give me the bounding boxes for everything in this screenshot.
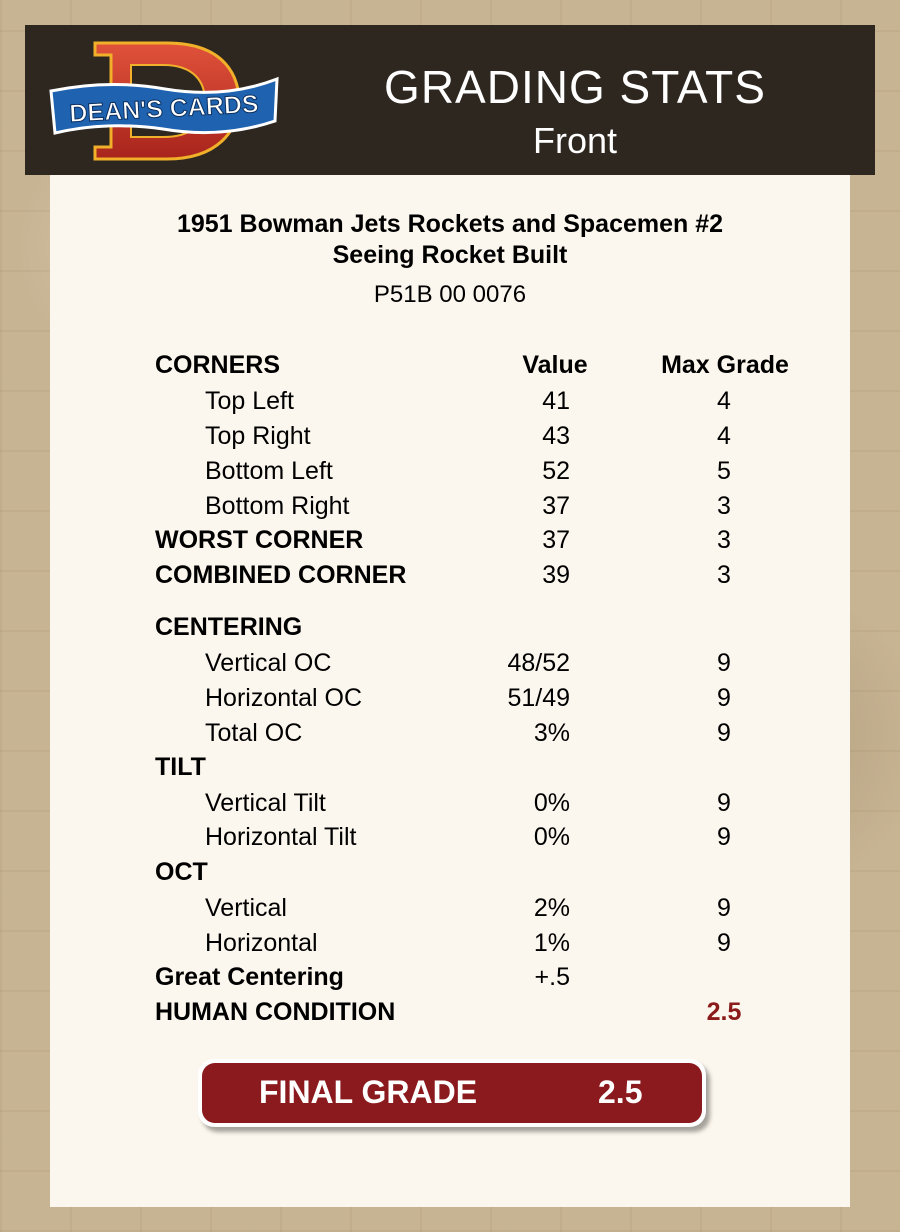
row-max: 4 xyxy=(717,422,731,450)
row-value: 39 xyxy=(542,561,570,589)
combined-corner-row xyxy=(50,558,850,593)
row-label: Vertical Tilt xyxy=(205,789,326,817)
column-max-grade: Max Grade xyxy=(661,351,789,379)
row-max: 3 xyxy=(717,526,731,554)
row-value: 41 xyxy=(542,387,570,415)
table-row xyxy=(50,384,850,419)
row-value: 37 xyxy=(542,526,570,554)
table-row xyxy=(50,716,850,751)
great-centering-row xyxy=(50,960,850,995)
deans-cards-logo xyxy=(49,39,281,163)
table-row xyxy=(50,786,850,821)
row-max: 9 xyxy=(717,929,731,957)
row-label: Top Right xyxy=(205,422,311,450)
row-max: 9 xyxy=(717,894,731,922)
row-value: 48/52 xyxy=(507,649,570,677)
row-max: 5 xyxy=(717,457,731,485)
row-max: 9 xyxy=(717,789,731,817)
table-row xyxy=(50,419,850,454)
row-label: Vertical OC xyxy=(205,649,332,677)
card-title-line2: Seeing Rocket Built xyxy=(332,241,568,269)
row-value: 0% xyxy=(533,789,570,817)
row-label: Bottom Left xyxy=(205,457,333,485)
final-grade-label: FINAL GRADE xyxy=(259,1074,478,1110)
row-max: 9 xyxy=(717,649,731,677)
final-grade-value: 2.5 xyxy=(598,1074,643,1110)
row-value: 52 xyxy=(542,457,570,485)
row-value: 37 xyxy=(542,492,570,520)
table-row xyxy=(50,681,850,716)
table-row xyxy=(50,926,850,961)
row-max: 4 xyxy=(717,387,731,415)
row-label: WORST CORNER xyxy=(155,526,364,554)
table-header-row xyxy=(50,348,850,383)
row-value: +.5 xyxy=(534,963,570,991)
human-condition-row xyxy=(50,995,850,1030)
row-value: 2% xyxy=(533,894,570,922)
final-grade-bar xyxy=(202,1063,702,1123)
section-tilt: TILT xyxy=(155,753,206,781)
row-value: 51/49 xyxy=(507,684,570,712)
section-oct: OCT xyxy=(155,858,208,886)
row-label: Bottom Right xyxy=(205,492,350,520)
row-max: 9 xyxy=(717,823,731,851)
row-label: Top Left xyxy=(205,387,294,415)
row-label: Great Centering xyxy=(155,963,344,991)
table-row xyxy=(50,891,850,926)
card-title-line1: 1951 Bowman Jets Rockets and Spacemen #2 xyxy=(176,210,724,238)
card-title xyxy=(50,209,850,271)
row-label: HUMAN CONDITION xyxy=(155,998,396,1026)
logo-text: DEAN'S CARDS xyxy=(68,90,260,128)
row-max: 3 xyxy=(717,492,731,520)
table-row xyxy=(50,489,850,524)
worst-corner-row xyxy=(50,523,850,558)
section-centering: CENTERING xyxy=(155,613,303,641)
section-row xyxy=(50,855,850,890)
row-max: 3 xyxy=(717,561,731,589)
row-label: Horizontal Tilt xyxy=(205,823,357,851)
row-label: Horizontal xyxy=(205,929,318,957)
page-title: GRADING STATS xyxy=(384,61,766,113)
table-row xyxy=(50,454,850,489)
section-row xyxy=(50,750,850,785)
column-value: Value xyxy=(522,351,588,379)
final-grade-badge xyxy=(198,1059,706,1127)
card-cert-id: P51B 00 0076 xyxy=(373,281,527,308)
row-label: Horizontal OC xyxy=(205,684,362,712)
row-value: 1% xyxy=(533,929,570,957)
section-corners: CORNERS xyxy=(155,351,281,379)
page-subtitle: Front xyxy=(532,120,618,161)
row-max: 9 xyxy=(717,719,731,747)
row-value: 43 xyxy=(542,422,570,450)
row-label: Vertical xyxy=(205,894,287,922)
section-row xyxy=(50,610,850,645)
row-max: 9 xyxy=(717,684,731,712)
stats-panel xyxy=(50,175,850,1207)
row-label: Total OC xyxy=(205,719,303,747)
row-value: 3% xyxy=(533,719,570,747)
table-row xyxy=(50,820,850,855)
table-row xyxy=(50,646,850,681)
row-value: 0% xyxy=(533,823,570,851)
human-condition-grade: 2.5 xyxy=(706,998,742,1026)
row-label: COMBINED CORNER xyxy=(155,561,407,589)
header-banner xyxy=(25,25,875,175)
